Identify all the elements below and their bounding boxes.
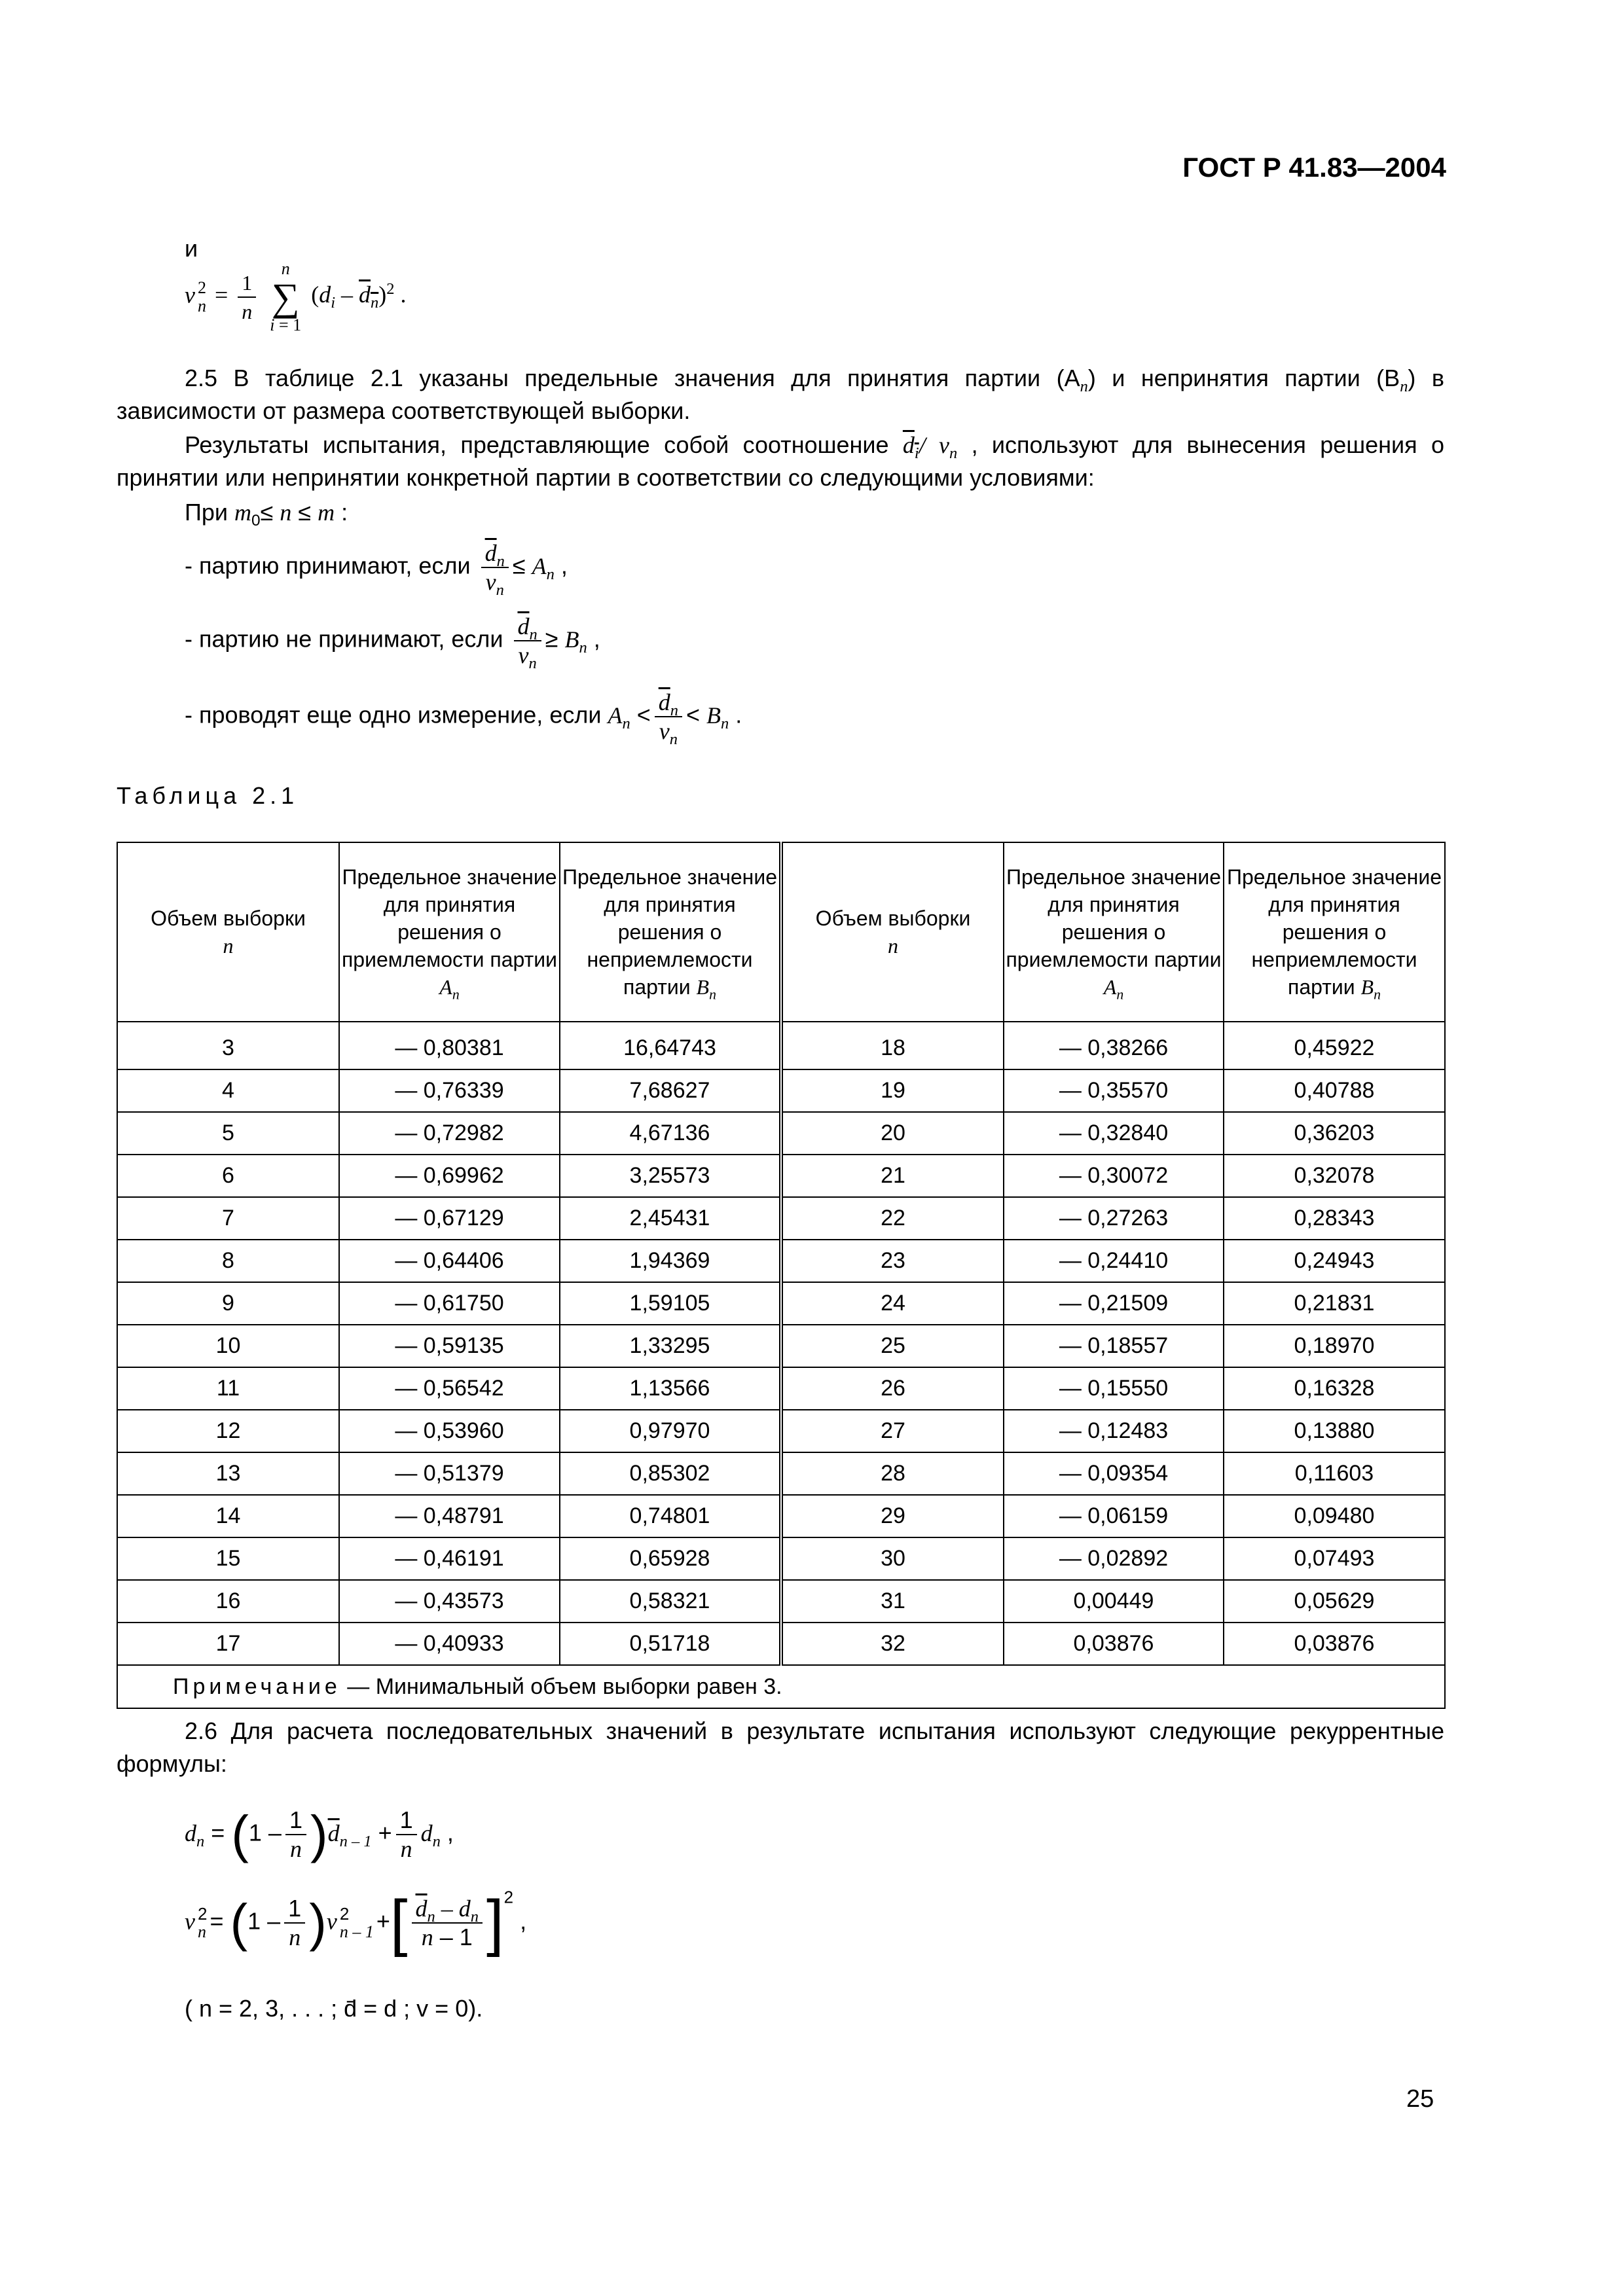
table-cell: 0,07493	[1224, 1537, 1445, 1580]
table-cell: 17	[117, 1623, 339, 1665]
table-cell: 20	[781, 1112, 1004, 1155]
table-cell: 21	[781, 1155, 1004, 1197]
table-cell: — 0,76339	[339, 1069, 560, 1112]
table-cell: — 0,12483	[1004, 1410, 1224, 1452]
table-cell: 8	[117, 1240, 339, 1282]
table-cell: 30	[781, 1537, 1004, 1580]
table-caption: Таблица 2.1	[117, 782, 299, 809]
table-cell: 29	[781, 1495, 1004, 1537]
table-row	[117, 1069, 1445, 1112]
table-cell: — 0,56542	[339, 1367, 560, 1410]
table-cell: 23	[781, 1240, 1004, 1282]
table-cell: 0,51718	[560, 1623, 781, 1665]
table-cell: 0,24943	[1224, 1240, 1445, 1282]
table-cell: 25	[781, 1325, 1004, 1367]
condition-more: - проводят еще одно измерение, если $A_n$ < $\frac{\overline{d}_n}{v_n}$ < $B_n$ .	[185, 689, 742, 749]
table-row	[117, 1367, 1445, 1410]
formula-variance: v 2 n = $\frac{1}{n}$ n ∑ i = 1 $(d_i - d_n)^2$ .	[185, 259, 407, 334]
table-cell: — 0,24410	[1004, 1240, 1224, 1282]
table-cell: — 0,53960	[339, 1410, 560, 1452]
table-cell: 0,16328	[1224, 1367, 1445, 1410]
table-cell: 1,13566	[560, 1367, 781, 1410]
table-row	[117, 1410, 1445, 1452]
table-cell: 28	[781, 1452, 1004, 1495]
table-cell: 26	[781, 1367, 1004, 1410]
table-cell: 0,32078	[1224, 1155, 1445, 1197]
table-cell: 0,28343	[1224, 1197, 1445, 1240]
condition-reject: - партию не принимают, если $\frac{\overline{d}_n}{v_n}$ ≥ $B_n$ ,	[185, 613, 600, 673]
table-cell: 6	[117, 1155, 339, 1197]
table-cell: — 0,59135	[339, 1325, 560, 1367]
condition-when: При $m_0\le n \le m$ :	[185, 499, 348, 530]
table-cell: — 0,64406	[339, 1240, 560, 1282]
table-cell: 0,21831	[1224, 1282, 1445, 1325]
table-cell: — 0,18557	[1004, 1325, 1224, 1367]
table-cell: 0,74801	[560, 1495, 781, 1537]
document-code: ГОСТ Р 41.83—2004	[1182, 152, 1446, 183]
table-cell: — 0,27263	[1004, 1197, 1224, 1240]
table-cell: 4,67136	[560, 1112, 781, 1155]
table-row	[117, 1495, 1445, 1537]
table-cell: 1,59105	[560, 1282, 781, 1325]
table-cell: 0,11603	[1224, 1452, 1445, 1495]
table-cell: 0,00449	[1004, 1580, 1224, 1623]
table-cell: 24	[781, 1282, 1004, 1325]
table-row	[117, 1623, 1445, 1665]
formula-mean-recurrent: $d_n = (1$ – $\frac{1}{n}$ )$\overline{d}_{n - 1}$ + $\frac{1}{n}$ $d_n$ ,	[185, 1805, 454, 1863]
table-cell: — 0,21509	[1004, 1282, 1224, 1325]
table-cell: — 0,40933	[339, 1623, 560, 1665]
table-cell: — 0,69962	[339, 1155, 560, 1197]
table-cell: — 0,06159	[1004, 1495, 1224, 1537]
table-cell: 4	[117, 1069, 339, 1112]
table-cell: 32	[781, 1623, 1004, 1665]
table-cell: 11	[117, 1367, 339, 1410]
table-cell: — 0,48791	[339, 1495, 560, 1537]
table-cell: — 0,02892	[1004, 1537, 1224, 1580]
table-cell: 31	[781, 1580, 1004, 1623]
table-cell: 0,13880	[1224, 1410, 1445, 1452]
table-cell: — 0,80381	[339, 1022, 560, 1069]
table-cell: 0,09480	[1224, 1495, 1445, 1537]
table-cell: — 0,38266	[1004, 1022, 1224, 1069]
table-row	[117, 1112, 1445, 1155]
table-cell: — 0,46191	[339, 1537, 560, 1580]
table-row	[117, 1580, 1445, 1623]
table-cell: — 0,09354	[1004, 1452, 1224, 1495]
table-cell: 7	[117, 1197, 339, 1240]
table-cell: 19	[781, 1069, 1004, 1112]
table-cell: 0,97970	[560, 1410, 781, 1452]
table-note: Примечание — Минимальный объем выборки равен 3.	[117, 1665, 1445, 1708]
limits-table	[117, 842, 1446, 1709]
header-limit-b-2: Предельное значение для принятия решения о неприемлемости партии $B_n$	[1224, 842, 1445, 1022]
table-cell: 9	[117, 1282, 339, 1325]
table-cell: 18	[781, 1022, 1004, 1069]
table-cell: 0,45922	[1224, 1022, 1445, 1069]
header-limit-a-1: Предельное значение для принятия решения о приемлемости партии $A_n$	[339, 842, 560, 1022]
table-cell: 0,05629	[1224, 1580, 1445, 1623]
table-cell: 5	[117, 1112, 339, 1155]
table-cell: 0,58321	[560, 1580, 781, 1623]
table-row	[117, 1240, 1445, 1282]
formula-variance-recurrent: v 2 n = (1 – $\frac{1}{n}$ )v 2 n – 1 +[ $\frac{\overline{d}_n - d_n}{n - 1}$ ]$^2$ ,	[185, 1887, 527, 1958]
table-cell: 22	[781, 1197, 1004, 1240]
table-cell: 1,33295	[560, 1325, 781, 1367]
table-row	[117, 1197, 1445, 1240]
table-cell: — 0,43573	[339, 1580, 560, 1623]
table-cell: 15	[117, 1537, 339, 1580]
table-cell: — 0,61750	[339, 1282, 560, 1325]
table-cell: 0,03876	[1224, 1623, 1445, 1665]
formula-initial-conditions: ( n = 2, 3, . . . ; d̄ = d ; v = 0).	[185, 1995, 483, 2022]
table-row	[117, 1325, 1445, 1367]
table-cell: 1,94369	[560, 1240, 781, 1282]
table-cell: 16,64743	[560, 1022, 781, 1069]
header-sample-size-1: Объем выборки n	[117, 842, 339, 1022]
table-row	[117, 1452, 1445, 1495]
table-cell: 14	[117, 1495, 339, 1537]
table-cell: 12	[117, 1410, 339, 1452]
table-cell: 0,03876	[1004, 1623, 1224, 1665]
table-cell: — 0,72982	[339, 1112, 560, 1155]
table-cell: 0,65928	[560, 1537, 781, 1580]
paragraph-2-5: 2.5 В таблице 2.1 указаны предельные значения для принятия партии $(A_n)$ и непринятия партии $(B_n)$ в зависимости от размера соответствующей выборки.	[117, 365, 1444, 424]
table-cell: — 0,67129	[339, 1197, 560, 1240]
table-cell: — 0,35570	[1004, 1069, 1224, 1112]
table-cell: 10	[117, 1325, 339, 1367]
table-cell: 16	[117, 1580, 339, 1623]
table-cell: 3,25573	[560, 1155, 781, 1197]
paragraph-2-6: 2.6 Для расчета последовательных значений в результате испытания используют следующие рекуррентные формулы:	[117, 1717, 1444, 1777]
table-row	[117, 1537, 1445, 1580]
table-cell: 27	[781, 1410, 1004, 1452]
table-cell: 0,36203	[1224, 1112, 1445, 1155]
table-cell: — 0,32840	[1004, 1112, 1224, 1155]
table-cell: 0,18970	[1224, 1325, 1445, 1367]
table-cell: — 0,30072	[1004, 1155, 1224, 1197]
text-and: и	[185, 235, 198, 262]
table-cell: 7,68627	[560, 1069, 781, 1112]
table-cell: 0,40788	[1224, 1069, 1445, 1112]
table-row	[117, 1022, 1445, 1069]
paragraph-results: Результаты испытания, представляющие собой соотношение $d_i/$ $v_n$ , используют для вынесения решения о принятии или непринятии конкретной партии в соответствии со следующими условиями:	[117, 431, 1444, 491]
table-row	[117, 1155, 1445, 1197]
header-limit-b-1: Предельное значение для принятия решения о неприемлемости партии $B_n$	[560, 842, 781, 1022]
table-cell: — 0,15550	[1004, 1367, 1224, 1410]
header-limit-a-2: Предельное значение для принятия решения о приемлемости партии $A_n$	[1004, 842, 1224, 1022]
table-cell: 3	[117, 1022, 339, 1069]
table-cell: 0,85302	[560, 1452, 781, 1495]
header-sample-size-2: Объем выборки n	[781, 842, 1004, 1022]
table-cell: — 0,51379	[339, 1452, 560, 1495]
page-number: 25	[1406, 2085, 1434, 2113]
table-row	[117, 1282, 1445, 1325]
table-cell: 2,45431	[560, 1197, 781, 1240]
table-cell: 13	[117, 1452, 339, 1495]
condition-accept: - партию принимают, если $\frac{\overline{d}_n}{v_n}$ ≤ $A_n$ ,	[185, 540, 568, 600]
